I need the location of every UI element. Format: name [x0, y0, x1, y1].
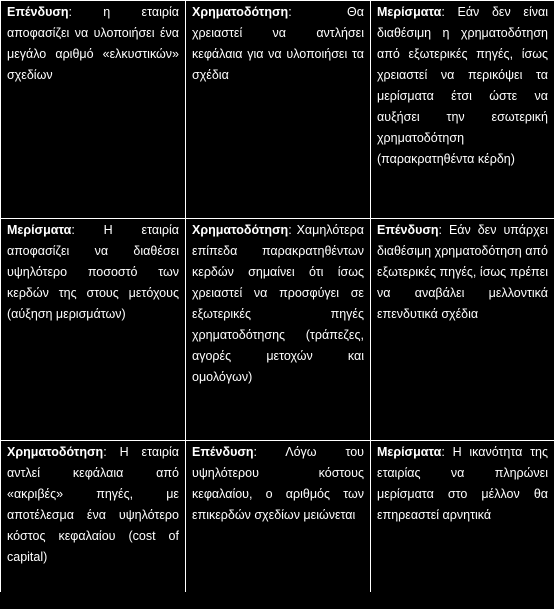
table-cell-investment-consequence — [371, 219, 554, 441]
table-cell-investment-decision — [1, 1, 186, 219]
cell-term: Επένδυση — [192, 445, 254, 459]
table-cell-financing-decision — [1, 441, 186, 593]
cell-term: Επένδυση — [377, 223, 439, 237]
cell-term: Επένδυση — [7, 5, 69, 19]
cell-text: : Εάν δεν υπάρχει διαθέσιμη χρηματοδότηση από εξωτερικές πηγές, ίσως πρέπει να αναβάλει μελλοντικά επενδυτικά σχέδια — [377, 223, 548, 321]
cell-text: : Λόγω του υψηλότερου κόστους κεφαλαίου, ο αριθμός των επικερδών σχεδίων μειώνεται — [192, 445, 364, 522]
table-row — [1, 441, 554, 593]
table-cell-dividend-consequence — [371, 441, 554, 593]
cell-term: Χρηματοδότηση — [192, 5, 289, 19]
table-cell-financing-consequence — [186, 1, 371, 219]
table-cell-dividend-decision — [1, 219, 186, 441]
cell-term: Μερίσματα — [377, 5, 442, 19]
cell-text: : Η εταιρία αποφασίζει να διαθέσει υψηλότερο ποσοστό των κερδών της στους μετόχους (αύξηση μερισμάτων) — [7, 223, 179, 321]
page-bottom-band — [0, 592, 554, 609]
cell-text: : η εταιρία αποφασίζει να υλοποιήσει ένα μεγάλο αριθμό «ελκυστικών» σχεδίων — [7, 5, 179, 82]
cell-text: : Η εταιρία αντλεί κεφάλαια από «ακριβές» πηγές, με αποτέλεσμα ένα υψηλότερο κόστος κεφαλαίου (cost of capital) — [7, 445, 179, 564]
cell-text: : Χαμηλότερα επίπεδα παρακρατηθέντων κερδών σημαίνει ότι ίσως χρειαστεί να προσφύγει σε εξωτερικές πηγές χρηματοδότησης (τράπεζες, αγορές μετοχών και ομολόγων) — [192, 223, 364, 384]
table-row — [1, 1, 554, 219]
table-row — [1, 219, 554, 441]
cell-term: Χρηματοδότηση — [192, 223, 289, 237]
cell-term: Χρηματοδότηση — [7, 445, 104, 459]
cell-text: : Η ικανότητα της εταιρίας να πληρώνει μερίσματα στο μέλλον θα επηρεαστεί αρνητικά — [377, 445, 548, 522]
table-cell-dividend-consequence — [371, 1, 554, 219]
cell-text: : Θα χρειαστεί να αντλήσει κεφάλαια για να υλοποιήσει τα σχέδια — [192, 5, 364, 82]
cell-text: : Εάν δεν είναι διαθέσιμη η χρηματοδότηση από εξωτερικές πηγές, ίσως χρειαστεί να περικόψει τα μερίσματα έτσι ώστε να αυξήσει την εσωτερική χρηματοδότηση (παρακρατηθέντα κέρδη) — [377, 5, 548, 166]
table-cell-financing-consequence — [186, 219, 371, 441]
table-cell-investment-consequence — [186, 441, 371, 593]
cell-term: Μερίσματα — [7, 223, 72, 237]
cell-term: Μερίσματα — [377, 445, 442, 459]
